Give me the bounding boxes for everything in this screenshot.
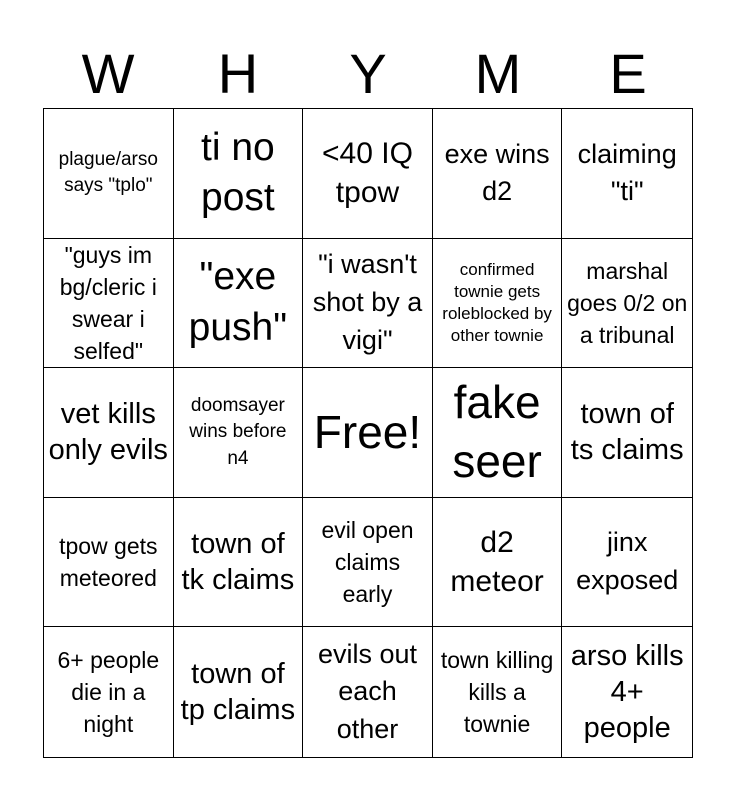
cell-text: arso kills 4+ people [570,639,684,745]
bingo-cell-r1-c3[interactable] [303,109,433,239]
bingo-cell-r1-c5[interactable] [562,109,692,239]
bingo-cell-r5-c2[interactable] [174,627,304,757]
cell-text: confirmed townie gets roleblocked by other townie [442,259,552,345]
cell-text: claiming "ti" [577,138,677,207]
cell-text: jinx exposed [576,527,679,596]
bingo-cell-r4-c4[interactable] [433,498,563,628]
cell-text: tpow gets meteored [59,532,158,592]
bingo-cell-r3-c5[interactable] [562,368,692,498]
bingo-cell-r4-c5[interactable] [562,498,692,628]
bingo-cell-r3-c3-free[interactable] [303,368,433,498]
cell-text: "exe push" [188,255,288,349]
bingo-cell-r4-c2[interactable] [174,498,304,628]
cell-text: town of tp claims [180,657,296,727]
header-letter-w: W [81,42,135,105]
bingo-cell-r2-c5[interactable] [562,239,692,369]
bingo-cell-r4-c1[interactable] [44,498,174,628]
header-letter-m: M [474,42,522,105]
cell-text: "i wasn't shot by a vigi" [312,249,423,355]
cell-text: fake seer [452,375,542,488]
bingo-cell-r3-c2[interactable] [174,368,304,498]
cell-text: marshal goes 0/2 on a tribunal [567,257,688,348]
cell-text: town killing kills a townie [440,646,554,738]
bingo-cell-r1-c4[interactable] [433,109,563,239]
bingo-cell-r2-c3[interactable] [303,239,433,369]
bingo-cell-r5-c1[interactable] [44,627,174,757]
bingo-cell-r5-c5[interactable] [562,627,692,757]
bingo-cell-r5-c4[interactable] [433,627,563,757]
header-letter-h: H [217,42,259,105]
header-letter-e: E [609,42,647,105]
bingo-cell-r1-c1[interactable] [44,109,174,239]
cell-text: plague/arso says "tplo" [58,148,158,197]
bingo-cell-r2-c4[interactable] [433,239,563,369]
cell-text: town of tk claims [181,527,295,597]
cell-text: town of ts claims [570,398,684,467]
bingo-cell-r2-c2[interactable] [174,239,304,369]
cell-text: doomsayer wins before n4 [189,394,287,469]
cell-text: evil open claims early [321,516,414,608]
header-letter-y: Y [349,42,387,105]
cell-text: exe wins d2 [444,138,550,207]
cell-text: vet kills only evils [48,398,168,467]
bingo-cell-r4-c3[interactable] [303,498,433,628]
cell-text: evils out each other [317,638,418,745]
bingo-cell-r1-c2[interactable] [174,109,304,239]
bingo-header [43,40,693,108]
cell-text: ti no post [201,125,275,220]
bingo-cell-r5-c3[interactable] [303,627,433,757]
free-space-text: Free! [313,405,422,458]
cell-text: <40 IQ tpow [322,137,413,210]
cell-text: 6+ people die in a night [57,646,160,738]
bingo-grid [43,108,693,758]
cell-text: "guys im bg/cleric i swear i selfed" [59,241,157,365]
bingo-cell-r3-c1[interactable] [44,368,174,498]
bingo-cell-r3-c4[interactable] [433,368,563,498]
bingo-cell-r2-c1[interactable] [44,239,174,369]
cell-text: d2 meteor [450,526,544,599]
